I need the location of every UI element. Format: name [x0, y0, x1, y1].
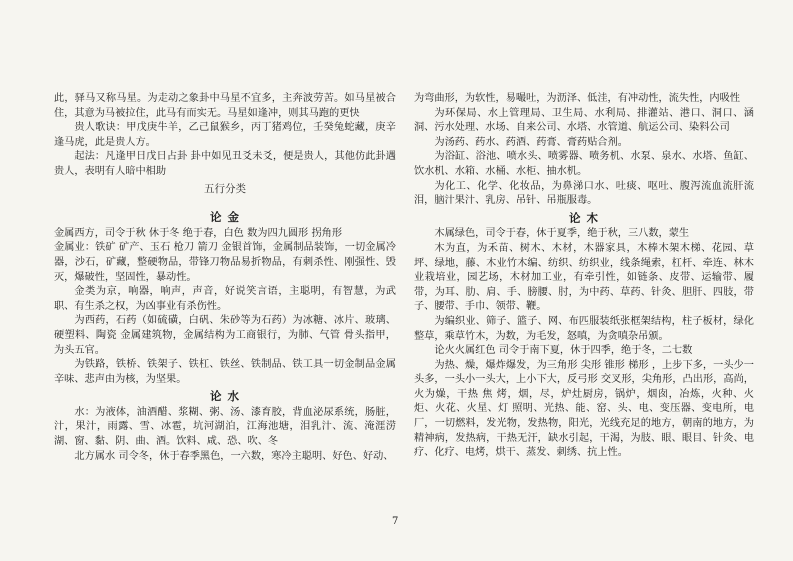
left-column	[54, 92, 396, 464]
metal-paragraph-4: 为西药，石药（如硫磺，白矾、朱砂等为石药）为冰糖、冰片、玻璃、硬塑料、陶瓷 金属建筑物，金属结构为工商银行，为肺、气管 骨头指甲，为头五官。	[54, 315, 396, 356]
water-paragraph-2: 北方属水 司令冬，休于春季黑色，一六数，寒冷主聪明、好色、好动、	[74, 450, 394, 462]
wood-paragraph-1: 木属绿色，司令于春，休于夏季，绝于秋，三八数，蒙生	[434, 228, 690, 240]
noble-song-paragraph: 贵人歌诀：甲戊庚牛羊，乙己鼠猴乡，丙丁猪鸡位，壬癸兔蛇藏，庚辛逢马虎，此是贵人方。	[54, 122, 396, 148]
right-column	[414, 92, 754, 461]
water-paragraph-1: 水：为液体，油酒醋、浆糊、粥、汤、漆育胶，背血泌尿系统，肠脏，汁，果汁，雨露、雪、冰雹，坑河湖泊，江海池塘，泪乳汁、流、淹涯涝湖、窗、黏、阴、曲、酒。饮料、咸、恐、吹、冬	[54, 406, 396, 448]
water-paragraph-6: 为浴缸、浴池、喷水头、喷雾器、喷务机、水泵、泉水、水塔、鱼缸、饮水机、水箱、水桶、水柜、抽水机。	[414, 151, 754, 177]
horse-star-paragraph: 此，驿马又称马星。为走动之象卦中马星不宜多，主奔波劳苦。如马星被合住，其意为马被拉住，此马有而实无。马星如逢冲，则其马跑的更快	[54, 93, 396, 119]
section-title: 五行分类	[204, 182, 246, 195]
fire-paragraph-1: 为热、燥，爆炸爆发，为三角形 尖形 锥形 梯形 ，上步下多，一头少一头多，一头小一头大，上小下大，反弓形 交叉形，尖角形，凸出形，高尚，火为燥，干热 焦 烤，烟，尽，炉灶厨房，锅炉，烟囱，冶炼，火种、火炬、火花、火星、灯 照明、光热、能、窑、头、电、变压器、变电所，电厂，一切燃料，发光物，发热物，阳光，光线充足的地方，朝南的地方，为精神病，发热病，干热无汗，缺水引起，干渴，为肢、眼、眼目、针灸、电疗、化疗、电烤，烘干、蒸发、刺绣、抗上性。	[414, 359, 754, 459]
metal-paragraph-1: 金属西方，司令于秋 休于冬 绝于春，白色 数为四九圆形 拐角形	[54, 227, 343, 239]
metal-title: 论 金	[209, 210, 240, 225]
water-paragraph-7: 为化工、化学、化妆品，为鼻涕口水、吐痰、呕吐、腹泻流血流肝流泪，脑汁果汁、乳房、吊针、吊瓶服毒。	[414, 180, 754, 207]
water-paragraph-3: 为弯曲形，为软性，易嘬吐，为沥泽、低洼，有冲动性，流失性，内吸性	[414, 93, 740, 104]
metal-paragraph-3: 金类为京，响器，响声，声音，好说笑言语，主聪明，有智慧，为武职、有生杀之权，为凶事业有杀伤性。	[54, 286, 396, 312]
water-paragraph-5: 为汤药、药水、药酒、药膏、膏药贴合剂。	[434, 136, 628, 148]
page-number: 7	[392, 516, 399, 527]
metal-paragraph-2: 金属业：铁矿 矿产、玉石 枪刀 箭刀 金银首饰，金属制品装饰，一切金属冷器，沙石，矿藏，整硬物品，带锋刀物品易折物品，有刺杀性、刚强性、毁灭，爆破性，坚固性，暴动性。	[54, 242, 396, 283]
wood-paragraph-2: 木为直，为禾苗、树木、木材，木器家具，木棒木架木梯、花园、草坪、绿地，藤、木业竹木编、纺织、纺织业，线条绳索，杠杆、牵连、林木业栽培业，园艺场，木材加工业，有牵引性，如链条、皮带、运输带、履带，为耳、肋、肩、手、膀腰、肘，为中药、草药、针灸、胆肝、四肢，带子、腰带、手巾、领带、鞭。	[414, 242, 754, 313]
metal-paragraph-5: 为铁路，铁桥、铁架子、铁杠、铁丝、铁制品、铁工具一切金制品金属辛味、悲声由为核，为坚果。	[54, 359, 396, 385]
fire-title: 论火火属红色 司令于南下夏，休于四季，绝于冬，二七数	[434, 345, 693, 357]
water-title: 论 水	[209, 389, 240, 404]
wood-title: 论 木	[568, 210, 599, 225]
wood-paragraph-3: 为编织业、筛子、篮子、网、布匹服装纸张框架结构，柱子板材，绿化整草，乘草竹木，为数，为毛发，怒嗔，为贪嗔杂吊颁。	[414, 315, 754, 342]
water-paragraph-4: 为环保局、水上管理局、卫生局、水利局、排灌站、港口、洞口、涵洞、污水处理、水场、自来公司、水塔、水管道、航运公司、染料公司	[414, 107, 754, 134]
method-paragraph: 起法：凡逢甲日戊日占卦 卦中如见丑爻未爻，便是贵人，其他仿此卦遇贵人，表明有人暗中相助	[54, 151, 396, 177]
